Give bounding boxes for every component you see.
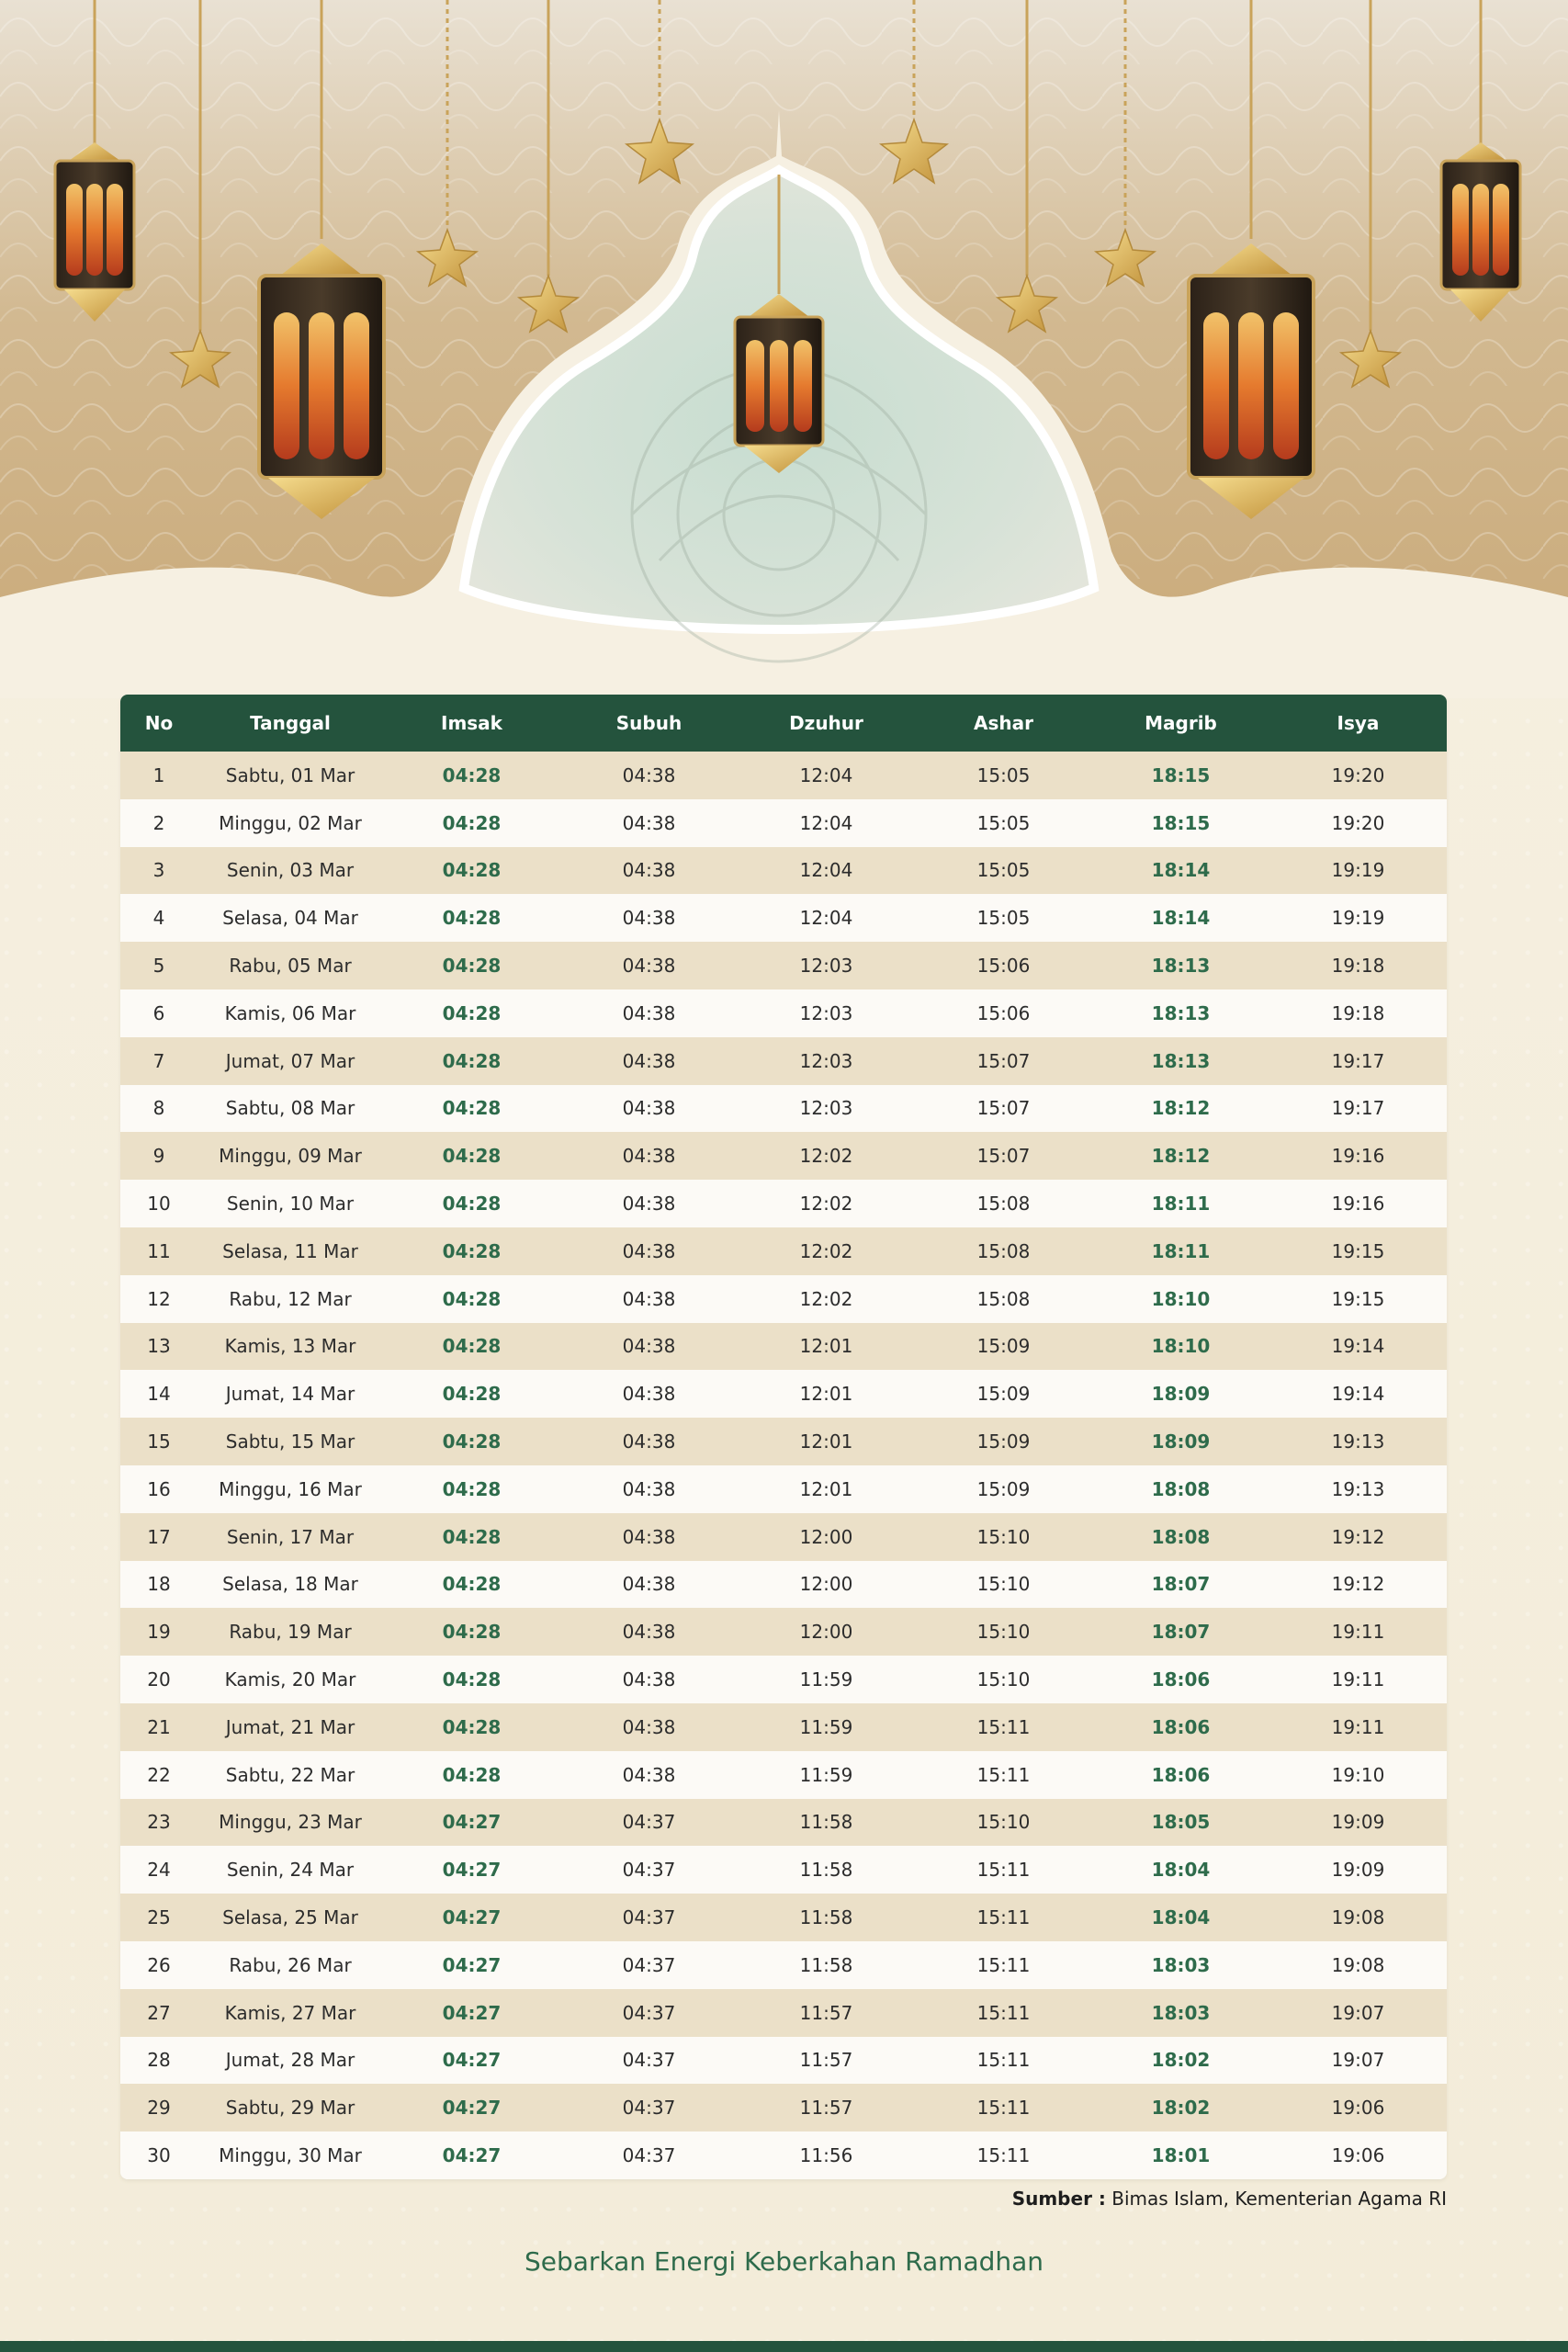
cell-imsak: 04:27 [383, 1941, 560, 1989]
cell-no: 22 [120, 1751, 197, 1799]
cell-magrib: 18:04 [1092, 1846, 1269, 1894]
cell-magrib: 18:15 [1092, 799, 1269, 847]
cell-isya: 19:12 [1269, 1513, 1447, 1561]
cell-isya: 19:09 [1269, 1799, 1447, 1847]
cell-imsak: 04:28 [383, 1370, 560, 1418]
cell-no: 18 [120, 1561, 197, 1609]
cell-no: 2 [120, 799, 197, 847]
cell-subuh: 04:38 [560, 942, 738, 989]
cell-imsak: 04:27 [383, 1799, 560, 1847]
cell-ashar: 15:06 [915, 989, 1092, 1037]
cell-dzuhur: 12:01 [738, 1418, 915, 1465]
cell-ashar: 15:11 [915, 1703, 1092, 1751]
cell-no: 23 [120, 1799, 197, 1847]
cell-tanggal: Senin, 24 Mar [197, 1846, 383, 1894]
cell-imsak: 04:28 [383, 799, 560, 847]
cell-isya: 19:16 [1269, 1180, 1447, 1227]
cell-isya: 19:13 [1269, 1465, 1447, 1513]
cell-tanggal: Minggu, 30 Mar [197, 2132, 383, 2179]
cell-magrib: 18:14 [1092, 847, 1269, 895]
cell-dzuhur: 12:00 [738, 1608, 915, 1656]
cell-subuh: 04:38 [560, 1465, 738, 1513]
cell-magrib: 18:11 [1092, 1180, 1269, 1227]
cell-magrib: 18:03 [1092, 1989, 1269, 2037]
cell-subuh: 04:38 [560, 894, 738, 942]
cell-tanggal: Minggu, 02 Mar [197, 799, 383, 847]
table-row [120, 2132, 1447, 2179]
cell-isya: 19:15 [1269, 1227, 1447, 1275]
cell-no: 4 [120, 894, 197, 942]
cell-ashar: 15:08 [915, 1227, 1092, 1275]
cell-tanggal: Minggu, 23 Mar [197, 1799, 383, 1847]
cell-no: 21 [120, 1703, 197, 1751]
cell-magrib: 18:01 [1092, 2132, 1269, 2179]
cell-magrib: 18:11 [1092, 1227, 1269, 1275]
cell-tanggal: Kamis, 13 Mar [197, 1323, 383, 1371]
cell-ashar: 15:10 [915, 1656, 1092, 1703]
table-row [120, 1941, 1447, 1989]
cell-isya: 19:19 [1269, 847, 1447, 895]
cell-no: 13 [120, 1323, 197, 1371]
cell-isya: 19:10 [1269, 1751, 1447, 1799]
table-row [120, 1132, 1447, 1180]
cell-imsak: 04:28 [383, 1561, 560, 1609]
table-row [120, 1513, 1447, 1561]
cell-no: 28 [120, 2037, 197, 2085]
cell-dzuhur: 12:03 [738, 1085, 915, 1133]
table-row [120, 2037, 1447, 2085]
cell-imsak: 04:28 [383, 1037, 560, 1085]
cell-magrib: 18:09 [1092, 1418, 1269, 1465]
cell-subuh: 04:38 [560, 1751, 738, 1799]
cell-subuh: 04:38 [560, 1323, 738, 1371]
cell-imsak: 04:28 [383, 894, 560, 942]
cell-isya: 19:13 [1269, 1418, 1447, 1465]
cell-imsak: 04:28 [383, 989, 560, 1037]
cell-magrib: 18:06 [1092, 1656, 1269, 1703]
cell-magrib: 18:10 [1092, 1323, 1269, 1371]
cell-imsak: 04:27 [383, 1894, 560, 1941]
cell-imsak: 04:28 [383, 1513, 560, 1561]
table-body [120, 752, 1447, 2179]
footer-message: Sebarkan Energi Keberkahan Ramadhan [524, 2246, 1044, 2277]
cell-subuh: 04:38 [560, 752, 738, 799]
cell-imsak: 04:28 [383, 1085, 560, 1133]
cell-imsak: 04:28 [383, 942, 560, 989]
cell-dzuhur: 12:03 [738, 942, 915, 989]
cell-isya: 19:17 [1269, 1085, 1447, 1133]
cell-dzuhur: 12:04 [738, 847, 915, 895]
table-row [120, 942, 1447, 989]
cell-dzuhur: 12:04 [738, 799, 915, 847]
cell-dzuhur: 11:59 [738, 1703, 915, 1751]
cell-isya: 19:09 [1269, 1846, 1447, 1894]
cell-no: 3 [120, 847, 197, 895]
cell-tanggal: Jumat, 07 Mar [197, 1037, 383, 1085]
source-label: Sumber : [1011, 2188, 1106, 2210]
cell-dzuhur: 11:57 [738, 1989, 915, 2037]
cell-magrib: 18:12 [1092, 1085, 1269, 1133]
cell-dzuhur: 11:56 [738, 2132, 915, 2179]
cell-dzuhur: 12:01 [738, 1323, 915, 1371]
cell-subuh: 04:38 [560, 1275, 738, 1323]
cell-ashar: 15:08 [915, 1180, 1092, 1227]
cell-no: 16 [120, 1465, 197, 1513]
column-header-dzuhur: Dzuhur [738, 695, 915, 752]
cell-subuh: 04:38 [560, 799, 738, 847]
cell-dzuhur: 11:58 [738, 1846, 915, 1894]
cell-tanggal: Selasa, 25 Mar [197, 1894, 383, 1941]
cell-tanggal: Senin, 10 Mar [197, 1180, 383, 1227]
cell-ashar: 15:09 [915, 1370, 1092, 1418]
cell-magrib: 18:13 [1092, 989, 1269, 1037]
bottom-accent-bar [0, 2341, 1568, 2352]
cell-dzuhur: 12:02 [738, 1275, 915, 1323]
cell-ashar: 15:11 [915, 1751, 1092, 1799]
table-row [120, 1085, 1447, 1133]
cell-imsak: 04:28 [383, 1132, 560, 1180]
cell-imsak: 04:28 [383, 1608, 560, 1656]
cell-no: 30 [120, 2132, 197, 2179]
cell-magrib: 18:02 [1092, 2037, 1269, 2085]
cell-no: 1 [120, 752, 197, 799]
cell-isya: 19:17 [1269, 1037, 1447, 1085]
cell-tanggal: Selasa, 18 Mar [197, 1561, 383, 1609]
table-row [120, 1656, 1447, 1703]
cell-dzuhur: 11:59 [738, 1751, 915, 1799]
cell-subuh: 04:38 [560, 1513, 738, 1561]
cell-isya: 19:11 [1269, 1608, 1447, 1656]
cell-tanggal: Minggu, 09 Mar [197, 1132, 383, 1180]
cell-magrib: 18:14 [1092, 894, 1269, 942]
cell-subuh: 04:38 [560, 1132, 738, 1180]
ramadan-decorative-header [0, 0, 1568, 698]
cell-subuh: 04:37 [560, 1989, 738, 2037]
cell-dzuhur: 11:57 [738, 2037, 915, 2085]
table-row [120, 894, 1447, 942]
cell-magrib: 18:06 [1092, 1703, 1269, 1751]
cell-no: 27 [120, 1989, 197, 2037]
cell-subuh: 04:38 [560, 847, 738, 895]
table-row [120, 1037, 1447, 1085]
table-row [120, 799, 1447, 847]
column-header-subuh: Subuh [560, 695, 738, 752]
cell-no: 5 [120, 942, 197, 989]
cell-magrib: 18:07 [1092, 1608, 1269, 1656]
cell-ashar: 15:05 [915, 799, 1092, 847]
cell-subuh: 04:37 [560, 1799, 738, 1847]
cell-isya: 19:14 [1269, 1323, 1447, 1371]
cell-isya: 19:18 [1269, 942, 1447, 989]
cell-dzuhur: 11:59 [738, 1656, 915, 1703]
cell-tanggal: Sabtu, 29 Mar [197, 2084, 383, 2132]
table-row [120, 1846, 1447, 1894]
cell-no: 20 [120, 1656, 197, 1703]
cell-isya: 19:07 [1269, 2037, 1447, 2085]
source-note [1012, 2188, 1447, 2210]
cell-dzuhur: 11:58 [738, 1799, 915, 1847]
cell-dzuhur: 12:01 [738, 1465, 915, 1513]
cell-ashar: 15:07 [915, 1132, 1092, 1180]
cell-isya: 19:08 [1269, 1941, 1447, 1989]
table-row [120, 1323, 1447, 1371]
cell-ashar: 15:11 [915, 2084, 1092, 2132]
cell-ashar: 15:05 [915, 847, 1092, 895]
table-row [120, 847, 1447, 895]
cell-magrib: 18:09 [1092, 1370, 1269, 1418]
cell-tanggal: Selasa, 04 Mar [197, 894, 383, 942]
table-row [120, 1370, 1447, 1418]
cell-dzuhur: 12:02 [738, 1227, 915, 1275]
cell-tanggal: Sabtu, 01 Mar [197, 752, 383, 799]
cell-isya: 19:20 [1269, 752, 1447, 799]
cell-subuh: 04:38 [560, 1418, 738, 1465]
table-row [120, 1799, 1447, 1847]
cell-isya: 19:14 [1269, 1370, 1447, 1418]
table-header-row [120, 695, 1447, 752]
cell-no: 17 [120, 1513, 197, 1561]
cell-ashar: 15:09 [915, 1323, 1092, 1371]
table-row [120, 1608, 1447, 1656]
cell-ashar: 15:05 [915, 752, 1092, 799]
cell-imsak: 04:28 [383, 847, 560, 895]
cell-imsak: 04:27 [383, 2132, 560, 2179]
cell-imsak: 04:28 [383, 1323, 560, 1371]
cell-subuh: 04:37 [560, 2084, 738, 2132]
cell-isya: 19:15 [1269, 1275, 1447, 1323]
cell-dzuhur: 12:01 [738, 1370, 915, 1418]
cell-ashar: 15:11 [915, 2132, 1092, 2179]
cell-dzuhur: 12:02 [738, 1180, 915, 1227]
cell-no: 10 [120, 1180, 197, 1227]
cell-no: 19 [120, 1608, 197, 1656]
cell-tanggal: Senin, 17 Mar [197, 1513, 383, 1561]
cell-subuh: 04:38 [560, 1370, 738, 1418]
cell-magrib: 18:05 [1092, 1799, 1269, 1847]
cell-imsak: 04:28 [383, 1275, 560, 1323]
cell-magrib: 18:15 [1092, 752, 1269, 799]
table-row [120, 752, 1447, 799]
cell-isya: 19:11 [1269, 1703, 1447, 1751]
cell-no: 26 [120, 1941, 197, 1989]
cell-subuh: 04:37 [560, 2132, 738, 2179]
cell-isya: 19:07 [1269, 1989, 1447, 2037]
cell-no: 29 [120, 2084, 197, 2132]
cell-ashar: 15:05 [915, 894, 1092, 942]
cell-imsak: 04:27 [383, 2084, 560, 2132]
cell-tanggal: Jumat, 21 Mar [197, 1703, 383, 1751]
cell-magrib: 18:06 [1092, 1751, 1269, 1799]
cell-tanggal: Rabu, 12 Mar [197, 1275, 383, 1323]
cell-subuh: 04:37 [560, 2037, 738, 2085]
table-row [120, 1180, 1447, 1227]
cell-tanggal: Kamis, 06 Mar [197, 989, 383, 1037]
cell-tanggal: Sabtu, 15 Mar [197, 1418, 383, 1465]
cell-magrib: 18:10 [1092, 1275, 1269, 1323]
cell-tanggal: Selasa, 11 Mar [197, 1227, 383, 1275]
cell-subuh: 04:38 [560, 1037, 738, 1085]
cell-imsak: 04:28 [383, 1703, 560, 1751]
table-row [120, 1894, 1447, 1941]
cell-magrib: 18:04 [1092, 1894, 1269, 1941]
cell-ashar: 15:10 [915, 1561, 1092, 1609]
cell-tanggal: Jumat, 28 Mar [197, 2037, 383, 2085]
prayer-schedule-table [120, 695, 1447, 2179]
column-header-imsak: Imsak [383, 695, 560, 752]
cell-no: 15 [120, 1418, 197, 1465]
cell-dzuhur: 12:03 [738, 1037, 915, 1085]
cell-dzuhur: 12:00 [738, 1513, 915, 1561]
cell-no: 24 [120, 1846, 197, 1894]
cell-subuh: 04:38 [560, 1561, 738, 1609]
cell-dzuhur: 12:02 [738, 1132, 915, 1180]
table-row [120, 1751, 1447, 1799]
column-header-tanggal: Tanggal [197, 695, 383, 752]
cell-dzuhur: 12:03 [738, 989, 915, 1037]
cell-dzuhur: 12:04 [738, 752, 915, 799]
cell-magrib: 18:02 [1092, 2084, 1269, 2132]
cell-no: 11 [120, 1227, 197, 1275]
cell-subuh: 04:38 [560, 1085, 738, 1133]
table-row [120, 989, 1447, 1037]
cell-imsak: 04:28 [383, 1418, 560, 1465]
cell-ashar: 15:11 [915, 1846, 1092, 1894]
cell-no: 6 [120, 989, 197, 1037]
cell-tanggal: Kamis, 27 Mar [197, 1989, 383, 2037]
table-row [120, 1418, 1447, 1465]
cell-tanggal: Senin, 03 Mar [197, 847, 383, 895]
cell-ashar: 15:07 [915, 1085, 1092, 1133]
table-row [120, 1227, 1447, 1275]
cell-dzuhur: 11:58 [738, 1894, 915, 1941]
cell-tanggal: Jumat, 14 Mar [197, 1370, 383, 1418]
cell-magrib: 18:13 [1092, 942, 1269, 989]
cell-subuh: 04:38 [560, 989, 738, 1037]
table-row [120, 1561, 1447, 1609]
cell-magrib: 18:03 [1092, 1941, 1269, 1989]
cell-subuh: 04:38 [560, 1227, 738, 1275]
cell-subuh: 04:38 [560, 1180, 738, 1227]
cell-magrib: 18:12 [1092, 1132, 1269, 1180]
cell-subuh: 04:37 [560, 1894, 738, 1941]
cell-imsak: 04:28 [383, 1751, 560, 1799]
cell-isya: 19:18 [1269, 989, 1447, 1037]
column-header-ashar: Ashar [915, 695, 1092, 752]
cell-isya: 19:06 [1269, 2132, 1447, 2179]
cell-imsak: 04:28 [383, 1227, 560, 1275]
cell-ashar: 15:09 [915, 1465, 1092, 1513]
cell-dzuhur: 12:04 [738, 894, 915, 942]
cell-tanggal: Rabu, 19 Mar [197, 1608, 383, 1656]
table-row [120, 1465, 1447, 1513]
cell-ashar: 15:11 [915, 1894, 1092, 1941]
cell-magrib: 18:07 [1092, 1561, 1269, 1609]
cell-isya: 19:08 [1269, 1894, 1447, 1941]
table-row [120, 2084, 1447, 2132]
cell-tanggal: Sabtu, 22 Mar [197, 1751, 383, 1799]
cell-imsak: 04:27 [383, 2037, 560, 2085]
cell-ashar: 15:10 [915, 1799, 1092, 1847]
cell-imsak: 04:27 [383, 1846, 560, 1894]
column-header-no: No [120, 695, 197, 752]
cell-subuh: 04:37 [560, 1941, 738, 1989]
cell-no: 7 [120, 1037, 197, 1085]
table-row [120, 1703, 1447, 1751]
cell-isya: 19:20 [1269, 799, 1447, 847]
cell-subuh: 04:38 [560, 1608, 738, 1656]
cell-imsak: 04:28 [383, 1180, 560, 1227]
cell-isya: 19:11 [1269, 1656, 1447, 1703]
cell-ashar: 15:11 [915, 2037, 1092, 2085]
cell-isya: 19:12 [1269, 1561, 1447, 1609]
cell-tanggal: Minggu, 16 Mar [197, 1465, 383, 1513]
column-header-isya: Isya [1269, 695, 1447, 752]
cell-ashar: 15:11 [915, 1989, 1092, 2037]
column-header-magrib: Magrib [1092, 695, 1269, 752]
cell-imsak: 04:27 [383, 1989, 560, 2037]
cell-dzuhur: 11:57 [738, 2084, 915, 2132]
table-row [120, 1989, 1447, 2037]
cell-tanggal: Rabu, 05 Mar [197, 942, 383, 989]
cell-subuh: 04:38 [560, 1656, 738, 1703]
prayer-schedule-table-wrapper [120, 695, 1447, 2179]
ramadan-decoration [0, 0, 1568, 698]
cell-isya: 19:16 [1269, 1132, 1447, 1180]
cell-no: 12 [120, 1275, 197, 1323]
cell-ashar: 15:09 [915, 1418, 1092, 1465]
cell-ashar: 15:07 [915, 1037, 1092, 1085]
cell-imsak: 04:28 [383, 1656, 560, 1703]
cell-subuh: 04:37 [560, 1846, 738, 1894]
cell-no: 25 [120, 1894, 197, 1941]
cell-no: 8 [120, 1085, 197, 1133]
cell-ashar: 15:10 [915, 1513, 1092, 1561]
cell-magrib: 18:08 [1092, 1513, 1269, 1561]
cell-ashar: 15:11 [915, 1941, 1092, 1989]
cell-no: 9 [120, 1132, 197, 1180]
cell-tanggal: Rabu, 26 Mar [197, 1941, 383, 1989]
cell-ashar: 15:06 [915, 942, 1092, 989]
cell-imsak: 04:28 [383, 1465, 560, 1513]
cell-ashar: 15:10 [915, 1608, 1092, 1656]
cell-magrib: 18:08 [1092, 1465, 1269, 1513]
cell-imsak: 04:28 [383, 752, 560, 799]
cell-dzuhur: 11:58 [738, 1941, 915, 1989]
cell-isya: 19:19 [1269, 894, 1447, 942]
cell-magrib: 18:13 [1092, 1037, 1269, 1085]
source-text: Bimas Islam, Kementerian Agama RI [1111, 2188, 1447, 2210]
cell-tanggal: Sabtu, 08 Mar [197, 1085, 383, 1133]
table-row [120, 1275, 1447, 1323]
cell-ashar: 15:08 [915, 1275, 1092, 1323]
cell-isya: 19:06 [1269, 2084, 1447, 2132]
cell-no: 14 [120, 1370, 197, 1418]
cell-subuh: 04:38 [560, 1703, 738, 1751]
cell-tanggal: Kamis, 20 Mar [197, 1656, 383, 1703]
cell-dzuhur: 12:00 [738, 1561, 915, 1609]
